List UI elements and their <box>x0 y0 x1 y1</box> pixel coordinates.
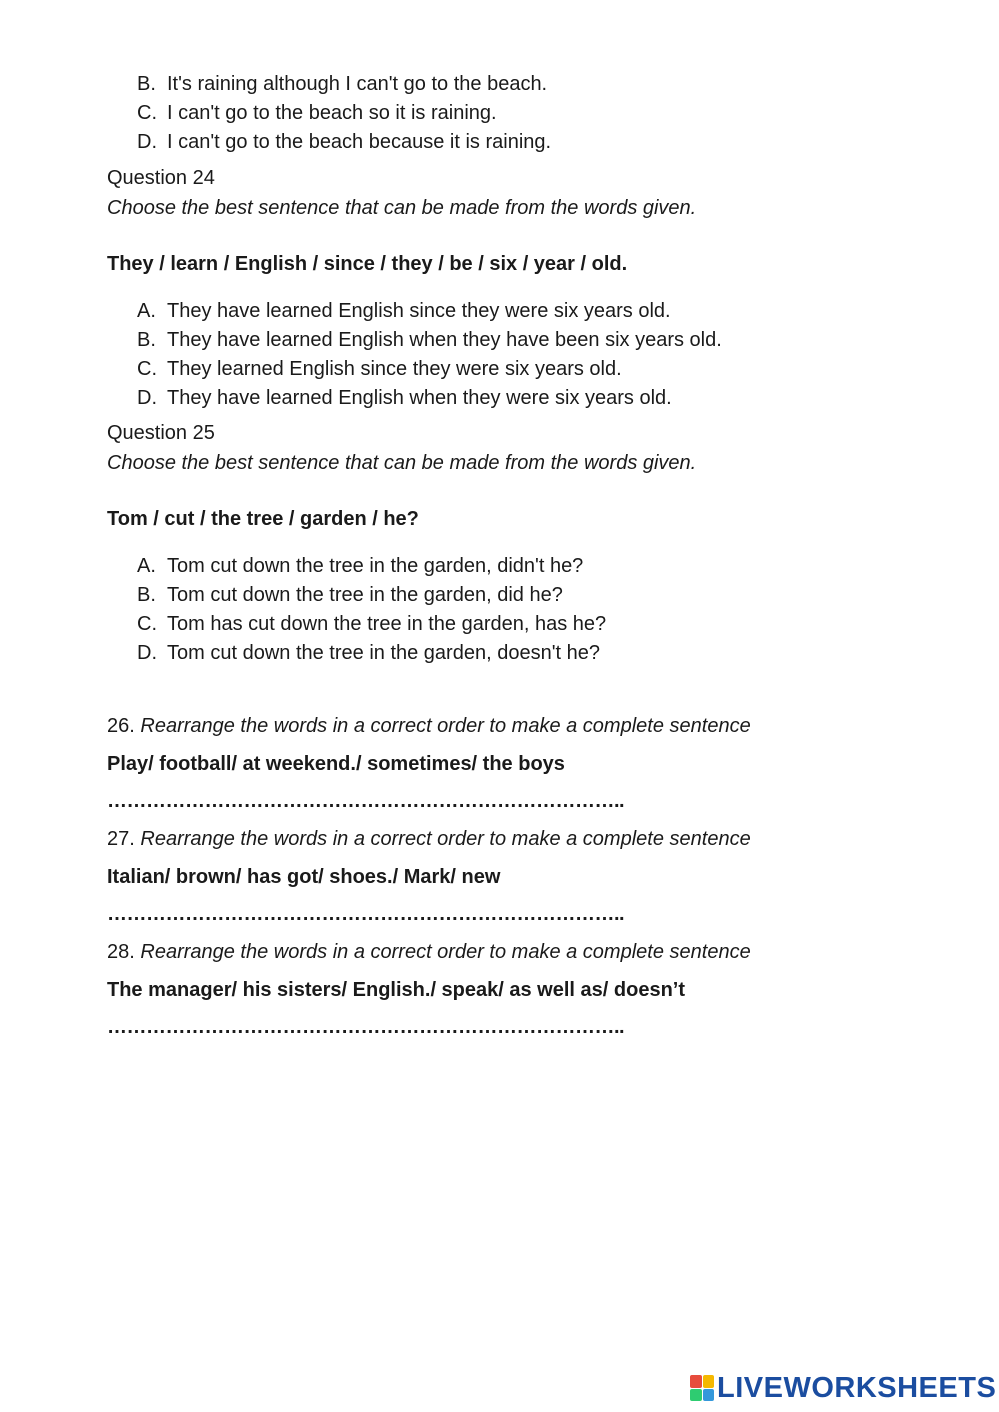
q28-instruction: 28. Rearrange the words in a correct order to make a complete sentence <box>107 941 751 963</box>
logo-block-red <box>690 1375 702 1388</box>
q24-option-b[interactable]: B. They have learned English when they have been six years old. <box>137 329 722 351</box>
q23-option-b[interactable]: B. It's raining although I can't go to the beach. <box>137 73 548 95</box>
logo-mark-icon <box>690 1375 714 1401</box>
q24-option-c[interactable]: C. They learned English since they were six years old. <box>137 358 622 380</box>
q25-option-d[interactable]: D. Tom cut down the tree in the garden, doesn't he? <box>137 642 600 664</box>
q25-option-c[interactable]: C. Tom has cut down the tree in the garden, has he? <box>137 613 607 635</box>
q23-option-c[interactable]: C. I can't go to the beach so it is raining. <box>137 102 497 124</box>
q24-option-d[interactable]: D. They have learned English when they were six years old. <box>137 387 672 409</box>
q23-option-d[interactable]: D. I can't go to the beach because it is raining. <box>137 131 552 153</box>
q24-prompt: They / learn / English / since / they / be / six / year / old. <box>107 253 628 275</box>
q27-answer-line[interactable]: …………………………………………………………………….. <box>107 903 625 925</box>
q24-title: Question 24 <box>107 167 215 189</box>
q25-prompt: Tom / cut / the tree / garden / he? <box>107 508 419 530</box>
q24-instruction: Choose the best sentence that can be made from the words given. <box>107 197 697 219</box>
q25-option-a[interactable]: A. Tom cut down the tree in the garden, didn't he? <box>137 555 584 577</box>
logo-block-green <box>690 1389 702 1402</box>
q25-option-b[interactable]: B. Tom cut down the tree in the garden, did he? <box>137 584 563 606</box>
q28-answer-line[interactable]: …………………………………………………………………….. <box>107 1016 625 1038</box>
q28-words: The manager/ his sisters/ English./ speak/ as well as/ doesn’t <box>107 979 685 1001</box>
q26-instruction: 26. Rearrange the words in a correct order to make a complete sentence <box>107 715 751 737</box>
q26-answer-line[interactable]: …………………………………………………………………….. <box>107 790 625 812</box>
liveworksheets-logo <box>690 1372 996 1404</box>
q27-instruction: 27. Rearrange the words in a correct order to make a complete sentence <box>107 828 751 850</box>
q25-title: Question 25 <box>107 422 215 444</box>
logo-block-yellow <box>703 1375 715 1388</box>
logo-block-blue <box>703 1389 715 1402</box>
q25-instruction: Choose the best sentence that can be made from the words given. <box>107 452 697 474</box>
q26-words: Play/ football/ at weekend./ sometimes/ the boys <box>107 753 565 775</box>
q24-option-a[interactable]: A. They have learned English since they were six years old. <box>137 300 671 322</box>
q27-words: Italian/ brown/ has got/ shoes./ Mark/ new <box>107 866 501 888</box>
logo-text: LIVEWORKSHEETS <box>717 1371 997 1404</box>
